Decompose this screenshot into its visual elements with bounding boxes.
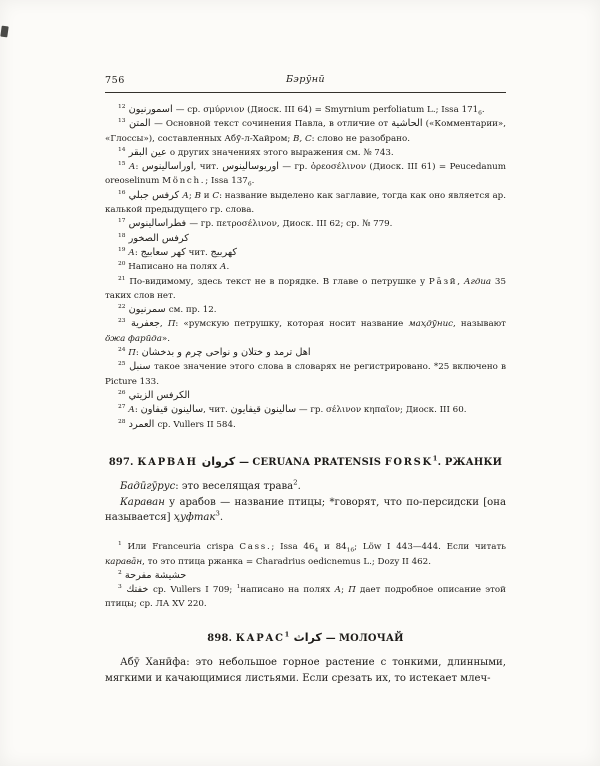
text-segment: : название выделено как заглавие, тогда как оно является ар. калькой предыдущего гр. слова.: [105, 190, 506, 216]
text-segment: , то это птица ржанка = Charadrius oedicnemus L.; Dozy II 462.: [142, 556, 431, 567]
text-segment: .: [226, 262, 230, 273]
footnote: [105, 389, 506, 403]
text-segment: 6: [478, 110, 482, 117]
text-segment: سمرنيون: [125, 304, 169, 316]
text-segment: خفتك: [121, 584, 153, 596]
entry-898-body: [105, 655, 506, 687]
footnote: [105, 583, 506, 612]
entry-897-footnotes: [105, 540, 506, 611]
text-segment: и: [201, 190, 213, 201]
text-segment: ӧжа фарӣда: [105, 333, 162, 344]
text-segment: اهل ترمد و ختلان و نواحى چرم و بدخشان: [141, 347, 311, 359]
running-title: Бэрӯнӣ: [285, 74, 326, 85]
footnote: [105, 217, 506, 231]
body-paragraph: [105, 495, 506, 527]
text-segment: Агдиа: [463, 276, 492, 287]
text-segment: 14: [118, 147, 126, 153]
text-segment: ;: [188, 190, 195, 201]
text-segment: ҳуфтак: [173, 512, 216, 524]
text-segment: πετροσέλινον: [216, 219, 277, 230]
text-segment: الحاشية: [391, 118, 423, 130]
text-segment: 17: [118, 218, 126, 225]
text-segment: ,: [159, 319, 168, 330]
text-segment: 13: [118, 118, 126, 125]
text-segment: 19: [118, 247, 126, 254]
text-segment: Cass.: [239, 542, 272, 553]
text-segment: ; Issa 137: [205, 176, 248, 187]
text-segment: 26: [118, 390, 126, 397]
text-segment: А: [219, 262, 227, 273]
text-segment: ,: [457, 276, 464, 287]
text-segment: . РЖАНКИ: [437, 456, 503, 468]
text-segment: عين البقر: [125, 146, 170, 158]
text-segment: 4: [314, 547, 319, 554]
footnote: [105, 260, 506, 274]
text-segment: написано на полях: [240, 585, 335, 596]
scan-artifact: [0, 26, 8, 38]
text-segment: Караван: [120, 496, 165, 508]
text-segment: П: [167, 319, 176, 330]
text-segment: .: [219, 512, 224, 524]
text-segment: — CERUANA PRATENSIS: [239, 456, 385, 468]
text-segment: В: [194, 190, 202, 201]
footnote: [105, 103, 506, 117]
top-footnotes-section: [105, 103, 506, 432]
footnote: [105, 246, 506, 260]
text-segment: КАРВАН: [137, 456, 198, 468]
text-segment: 898.: [207, 632, 236, 644]
footnote: [105, 232, 506, 246]
text-segment: 2: [293, 478, 298, 487]
text-segment: П: [348, 585, 356, 596]
text-segment: см. пр. 12.: [168, 305, 217, 316]
text-segment: : это веселящая трава: [175, 480, 294, 492]
text-segment: 20: [118, 261, 126, 268]
text-segment: — Основной текст сочинения Павла, в отличие от: [154, 119, 392, 130]
text-segment: ср. Vullers II 584.: [157, 419, 236, 430]
text-segment: 1: [118, 541, 122, 548]
text-segment: سالينون قيفاون: [140, 404, 204, 416]
text-segment: كرفس جبلي: [125, 189, 183, 201]
text-segment: المتن: [125, 118, 155, 130]
footnote: [105, 418, 506, 432]
text-segment: П: [125, 348, 136, 359]
text-segment: ».: [161, 333, 170, 344]
text-segment: سالينون قيفايون: [230, 404, 297, 416]
text-segment: 6: [247, 182, 252, 189]
text-segment: 35 таких слов нет.: [105, 276, 506, 301]
text-segment: σμύρνιον: [203, 105, 245, 115]
text-segment: 2: [118, 569, 122, 576]
text-segment: По-видимому, здесь текст не в порядке. В главе о петрушке у: [125, 276, 429, 287]
text-segment: (Диоск. III 61) = Peucedanum oreoselinum: [105, 162, 506, 187]
text-segment: КАРАС: [235, 632, 285, 644]
text-segment: اوريوسالينوس: [222, 161, 279, 173]
footnote: [105, 360, 506, 389]
text-segment: اسمورنيون: [125, 104, 176, 115]
text-segment: 16: [346, 547, 355, 554]
text-segment: А: [125, 162, 136, 173]
text-segment: FORSK: [384, 456, 433, 468]
text-segment: каравāн: [105, 556, 143, 567]
text-segment: ; Issa 46: [271, 542, 315, 553]
text-segment: كهر سعابيج: [140, 246, 186, 258]
text-segment: 897.: [108, 456, 138, 468]
text-segment: فطراسالينوس: [125, 218, 190, 230]
text-segment: 28: [118, 418, 126, 425]
text-segment: ὀρεοσέλινον: [310, 162, 367, 173]
text-segment: كهربيج: [210, 246, 237, 258]
text-segment: 1: [284, 630, 290, 639]
text-segment: о других значениях этого выражения см. № 743.: [169, 147, 394, 158]
footnote: [105, 160, 506, 189]
text-segment: كرفس الصخور: [125, 232, 189, 244]
text-segment: маҳдӯнис: [408, 319, 454, 330]
text-segment: А: [125, 247, 135, 258]
text-segment: :: [135, 348, 142, 359]
text-segment: ;: [341, 585, 349, 596]
text-segment: كروان: [197, 454, 240, 468]
footnote: [105, 403, 506, 417]
text-segment: حشيشة مفرحة: [121, 569, 187, 581]
entry-897-body: [105, 479, 506, 526]
footnote: [105, 146, 506, 160]
text-segment: : слово не разобрано.: [311, 133, 410, 144]
header-rule: [105, 92, 506, 93]
text-segment: Абӯ Ханӣфа: это небольшое горное растение с тонкими, длинными, мягкими и качающимися листьями. Если срезать их, то истекает млеч-: [105, 656, 506, 684]
text-segment: , называют: [453, 319, 506, 330]
text-segment: جعفرية: [125, 318, 160, 330]
text-segment: ; Диоск. III 60.: [400, 405, 467, 416]
text-segment: — гр.: [278, 162, 311, 173]
text-segment: σέλινον κηπαῖον: [326, 405, 401, 416]
text-segment: ; Löw I 443—444. Если читать: [354, 542, 506, 553]
text-segment: الكرفس الزيتي: [125, 389, 191, 401]
text-segment: اوراسالينوس: [141, 161, 194, 173]
text-segment: А: [182, 190, 189, 201]
text-segment: 1: [236, 584, 241, 591]
text-segment: 25: [118, 361, 126, 368]
footnote: [105, 303, 506, 317]
footnote: [105, 117, 506, 146]
text-segment: 3: [118, 584, 122, 591]
text-segment: В, С: [293, 133, 312, 144]
text-segment: Mönch.: [162, 176, 206, 187]
text-segment: С: [212, 190, 220, 201]
text-segment: :: [134, 247, 141, 258]
text-segment: كراث: [289, 630, 326, 644]
text-segment: у арабов — название птицы; *говорят, что по-персидски [она называется]: [105, 496, 506, 524]
text-segment: и 84: [318, 542, 347, 553]
entry-898-heading: [105, 631, 506, 644]
page-header: [105, 74, 506, 89]
text-segment: العمرد: [125, 418, 158, 430]
text-segment: 22: [118, 304, 126, 311]
page-number: 756: [105, 75, 125, 86]
footnote: [105, 540, 506, 569]
text-segment: — гр.: [189, 219, 217, 230]
text-segment: 1: [432, 454, 438, 463]
text-segment: Или Franceuria crispa: [121, 542, 240, 553]
text-segment: , чит.: [203, 405, 231, 416]
text-segment: , чит.: [193, 162, 223, 173]
text-segment: 12: [118, 104, 126, 111]
text-segment: 21: [118, 275, 126, 282]
text-segment: Рāзӣ: [428, 276, 458, 287]
text-segment: — ср.: [175, 105, 204, 115]
text-segment: (Диоск. III 64) = Smyrnium perfoliatum L.; Issa 171: [244, 105, 479, 115]
text-segment: 24: [118, 347, 126, 354]
text-segment: 27: [118, 404, 126, 411]
text-segment: чит.: [185, 247, 211, 258]
text-segment: Написано на полях: [125, 262, 220, 273]
text-segment: .: [481, 105, 485, 115]
text-segment: ср. Vullers I 709;: [152, 585, 237, 596]
text-segment: :: [134, 405, 141, 416]
footnote: [105, 569, 506, 583]
text-segment: : «румскую петрушку, которая носит название: [175, 319, 409, 330]
text-segment: 15: [118, 161, 126, 168]
text-segment: («Комментарии», «Глоссы»), составленных Абӯ-л-Хайром;: [105, 119, 506, 144]
text-segment: Бадӣгӯрус: [120, 480, 176, 492]
footnote: [105, 346, 506, 360]
text-segment: — МОЛОЧАЙ: [325, 632, 404, 644]
text-segment: 23: [118, 318, 126, 325]
footnote: [105, 189, 506, 218]
text-segment: — гр.: [296, 405, 326, 416]
entry-897-heading: [105, 455, 506, 468]
text-segment: .: [251, 176, 255, 187]
body-paragraph: [105, 655, 506, 687]
footnote: [105, 275, 506, 304]
text-segment: А: [334, 585, 342, 596]
text-segment: А: [125, 405, 135, 416]
text-segment: такое значение этого слова в словарях не регистрировано. *25 включено в Picture 133.: [105, 362, 506, 387]
text-segment: 16: [118, 189, 126, 196]
text-segment: дает подробное описание этой птицы; ср. ЛА XV 220.: [105, 585, 506, 610]
body-paragraph: [105, 479, 506, 495]
text-segment: 18: [118, 232, 126, 239]
text-segment: سنبل: [125, 361, 155, 373]
text-segment: , Диоск. III 62; ср. № 779.: [276, 219, 393, 230]
footnote: [105, 317, 506, 346]
text-segment: 3: [215, 510, 220, 519]
text-segment: .: [297, 480, 301, 492]
text-segment: :: [135, 162, 142, 173]
